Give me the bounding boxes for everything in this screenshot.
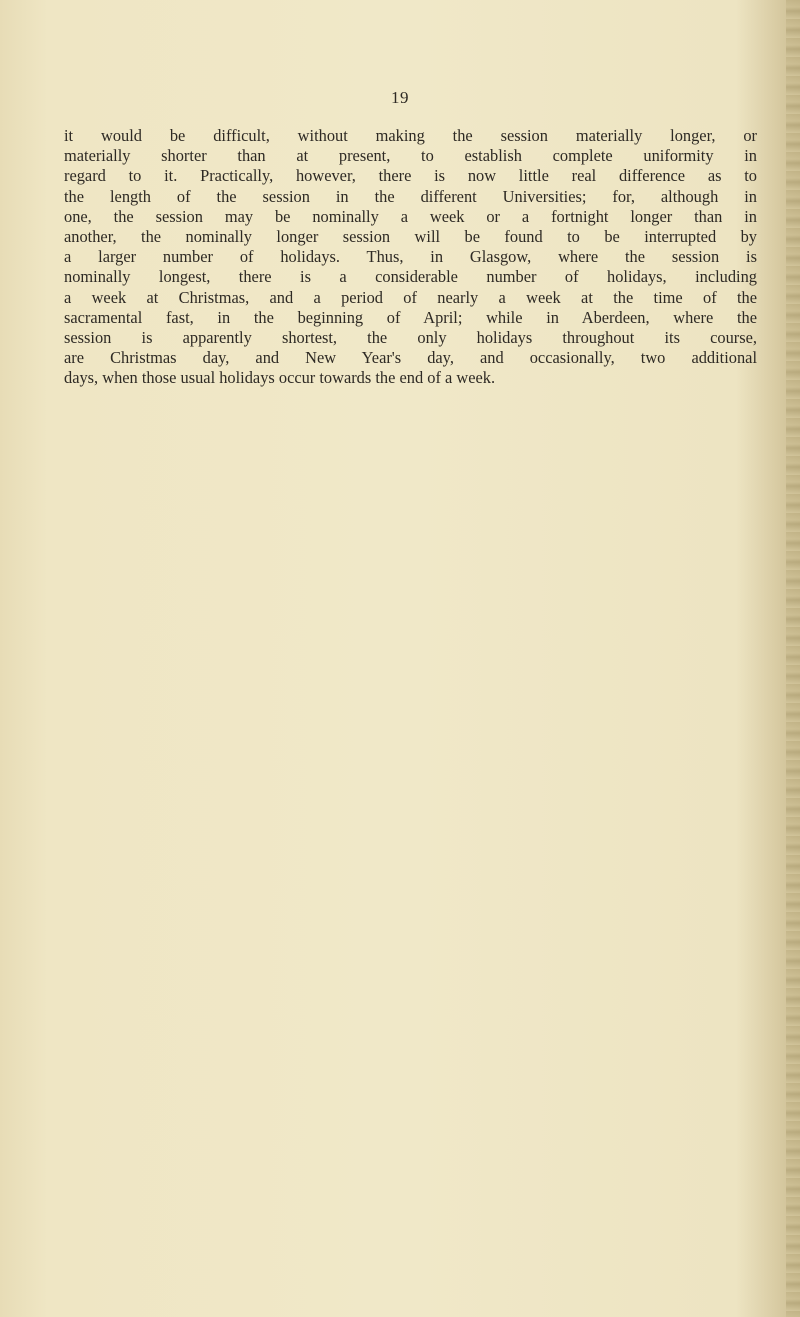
- text-line: another, the nominally longer session will be found to be interrupted by: [64, 227, 757, 247]
- text-line: days, when those usual holidays occur towards the end of a week.: [64, 368, 496, 388]
- text-line: nominally longest, there is a considerable number of holidays, including: [64, 267, 757, 287]
- text-line: are Christmas day, and New Year's day, and occasionally, two additional: [64, 348, 757, 368]
- text-line: a larger number of holidays. Thus, in Glasgow, where the session is: [64, 247, 757, 267]
- text-line: the length of the session in the different Universities; for, although in: [64, 186, 757, 206]
- page-number: 19: [391, 88, 409, 107]
- text-line: session is apparently shortest, the only holidays throughout its course,: [64, 328, 757, 348]
- text-line: a week at Christmas, and a period of nearly a week at the time of the: [64, 287, 757, 307]
- text-line: regard to it. Practically, however, there is now little real difference as to: [64, 166, 757, 186]
- text-line: sacramental fast, in the beginning of April; while in Aberdeen, where the: [64, 307, 757, 327]
- text-line: it would be difficult, without making the session materially longer, or: [64, 126, 757, 145]
- text-line: materially shorter than at present, to establish complete uniformity in: [64, 146, 757, 166]
- page-edge: [786, 0, 800, 1317]
- body-paragraph: [64, 126, 757, 389]
- text-line: one, the session may be nominally a week or a fortnight longer than in: [64, 206, 757, 226]
